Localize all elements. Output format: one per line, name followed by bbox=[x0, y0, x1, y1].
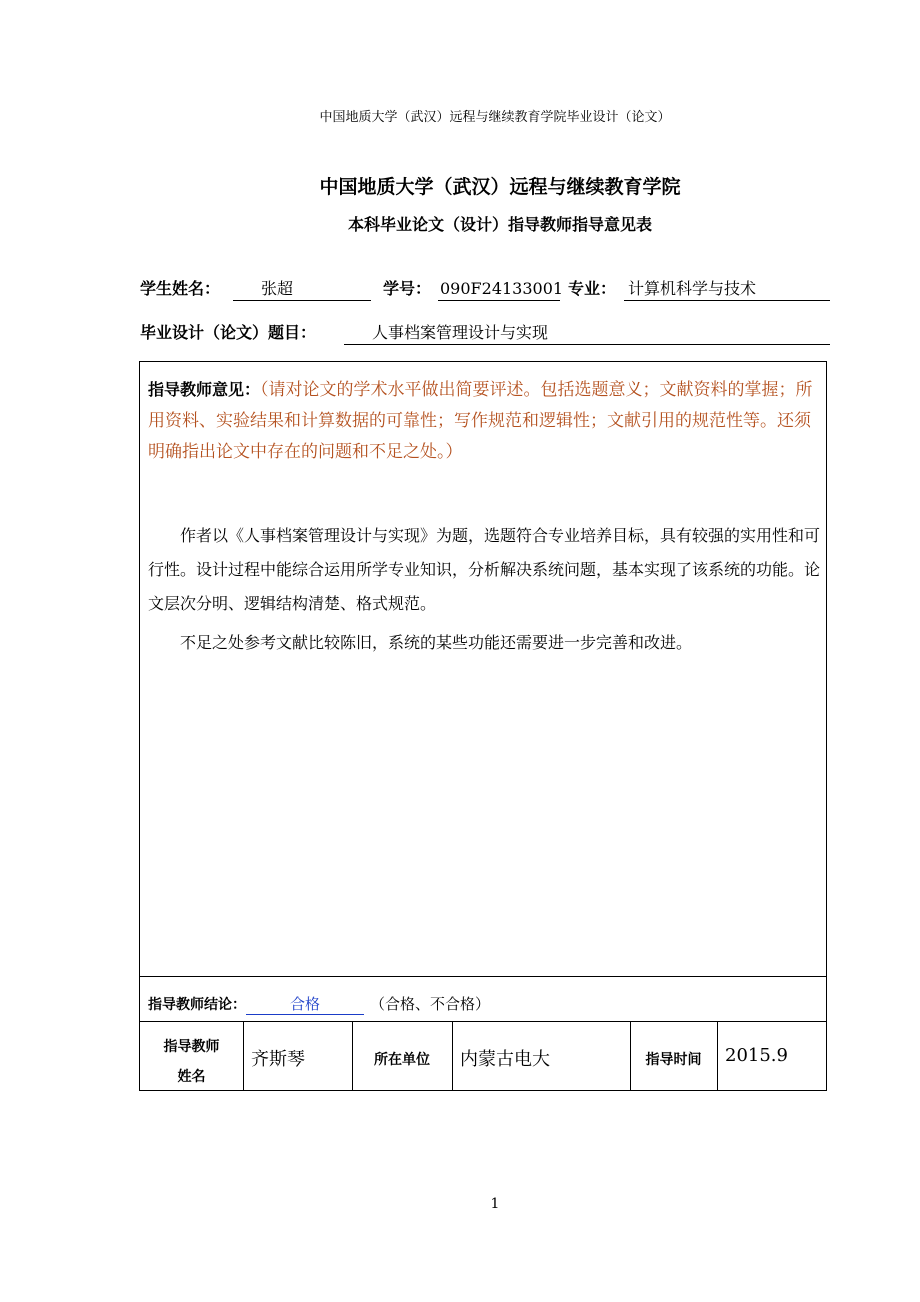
opinion-instruction: （请对论文的学术水平做出简要评述。包括选题意义；文献资料的掌握；所用资料、实验结果和计算数据的可靠性；写作规范和逻辑性；文献引用的规范性等。还须明确指出论文中存在的问题和不足之处。） bbox=[148, 380, 813, 462]
student-name-text: 张超 bbox=[261, 279, 294, 298]
opinion-paragraph-1: 作者以《人事档案管理设计与实现》为题，选题符合专业培养目标，具有较强的实用性和可行性。设计过程中能综合运用所学专业知识，分析解决系统问题，基本实现了该系统的功能。论文层次分明、逻辑结构清楚、格式规范。 bbox=[148, 526, 821, 613]
opinion-paragraph-2: 不足之处参考文献比较陈旧，系统的某些功能还需要进一步完善和改进。 bbox=[180, 633, 693, 652]
major-value bbox=[624, 276, 830, 301]
advisor-name-label bbox=[140, 1032, 243, 1092]
student-id-label: 学号： bbox=[383, 279, 432, 298]
time-label: 指导时间 bbox=[645, 1052, 702, 1068]
advisor-name-label-line1: 指导教师 bbox=[163, 1039, 220, 1055]
student-id-text: 090F24133001 bbox=[440, 279, 564, 298]
advisor-opinion-table bbox=[139, 361, 827, 1091]
document-title: 中国地质大学（武汉）远程与继续教育学院 bbox=[319, 176, 681, 198]
student-name-value bbox=[233, 276, 371, 301]
student-info-row bbox=[140, 276, 830, 302]
running-header: 中国地质大学（武汉）远程与继续教育学院毕业设计（论文） bbox=[319, 110, 671, 125]
thesis-topic-text: 人事档案管理设计与实现 bbox=[372, 323, 549, 342]
major-label: 专业： bbox=[568, 279, 617, 298]
page-number: 1 bbox=[490, 1196, 500, 1212]
unit-label: 所在单位 bbox=[374, 1052, 430, 1068]
major-text: 计算机科学与技术 bbox=[628, 279, 757, 298]
table-col-divider-5 bbox=[717, 1021, 718, 1090]
unit-value: 内蒙古电大 bbox=[460, 1049, 550, 1070]
thesis-topic-label: 毕业设计（论文）题目： bbox=[140, 323, 317, 342]
advisor-name-value: 齐斯琴 bbox=[251, 1049, 305, 1070]
student-id-value bbox=[438, 276, 564, 301]
table-divider-conclusion bbox=[140, 976, 826, 977]
thesis-topic-value bbox=[344, 320, 830, 345]
time-value: 2015.9 bbox=[725, 1045, 788, 1066]
conclusion-result: 合格 bbox=[246, 994, 364, 1015]
table-col-divider-3 bbox=[452, 1021, 453, 1090]
document-subtitle: 本科毕业论文（设计）指导教师指导意见表 bbox=[347, 215, 652, 234]
thesis-topic-row bbox=[140, 320, 830, 346]
table-col-divider-1 bbox=[243, 1021, 244, 1090]
advisor-name-label-line2: 姓名 bbox=[177, 1069, 206, 1085]
opinion-label: 指导教师意见： bbox=[148, 380, 261, 399]
conclusion-options: （合格、不合格） bbox=[370, 995, 491, 1013]
opinion-header bbox=[148, 374, 818, 468]
conclusion-label: 指导教师结论： bbox=[148, 997, 246, 1013]
student-name-label: 学生姓名： bbox=[140, 279, 221, 298]
conclusion-row bbox=[148, 992, 490, 1017]
